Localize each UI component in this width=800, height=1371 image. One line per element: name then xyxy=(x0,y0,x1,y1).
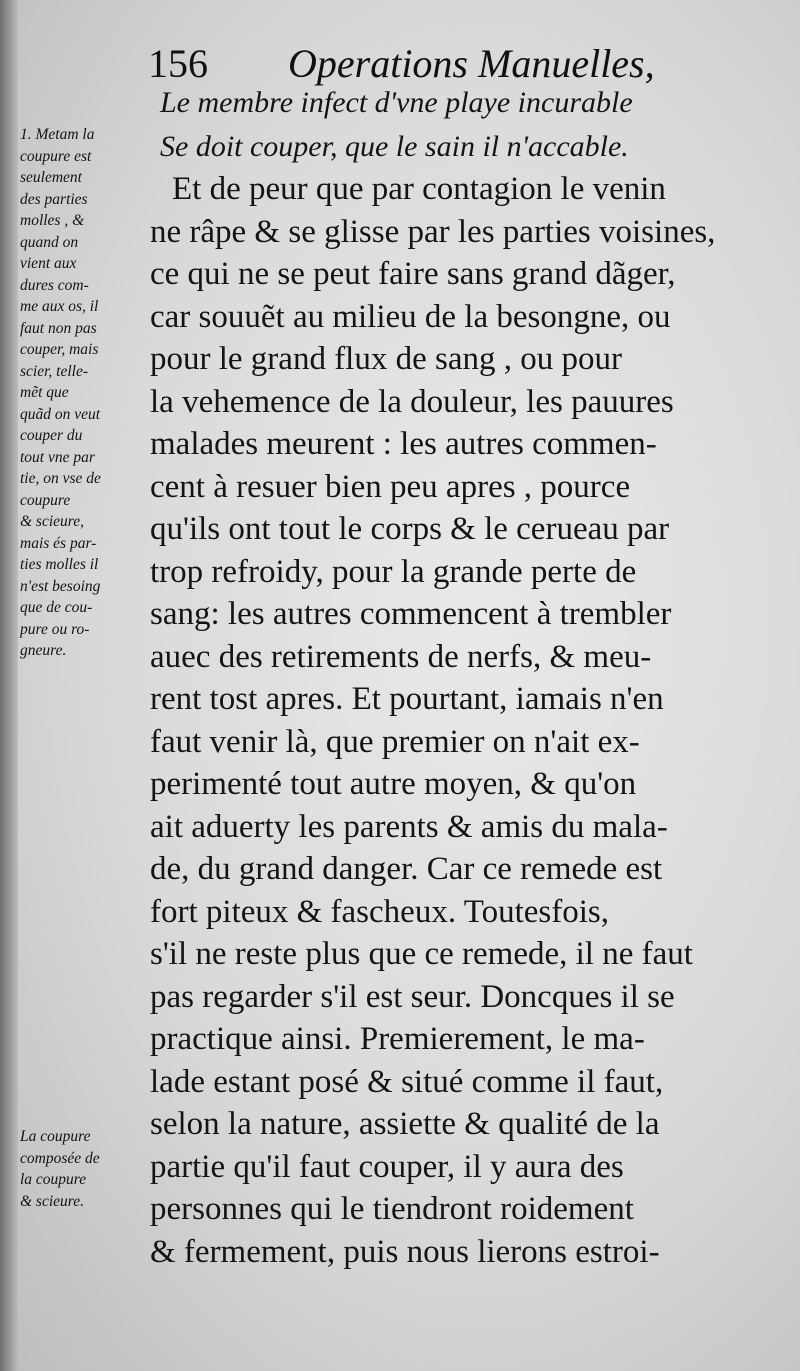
text-line: practique ainsi. Premierement, le ma- xyxy=(150,1021,645,1057)
margin-note xyxy=(20,124,160,662)
text-line: cent à resuer bien peu apres , pource xyxy=(150,468,631,505)
margin-note-line: tout vne par xyxy=(20,448,95,466)
margin-note-line: scier, telle- xyxy=(20,362,89,380)
margin-note-line: & scieure. xyxy=(20,1192,84,1210)
text-line: trop refroidy, pour la grande perte de xyxy=(150,553,637,590)
text-line: malades meurent : les autres commen- xyxy=(150,426,657,462)
text-line: ait aduerty les parents & amis du mala- xyxy=(150,808,668,845)
margin-note-line: La coupure xyxy=(20,1128,91,1145)
margin-note-line: que de cou- xyxy=(20,599,93,616)
text-line: qu'ils ont tout le corps & le cerueau par xyxy=(150,511,670,547)
page-header xyxy=(148,40,788,90)
margin-note-line: ties molles il xyxy=(20,556,99,573)
text-line: lade estant posé & situé comme il faut, xyxy=(150,1063,664,1100)
text-line: la vehemence de la douleur, les pauures xyxy=(150,383,674,420)
margin-note-line: couper du xyxy=(20,427,83,444)
text-line: ne râpe & se glisse par les parties voisines, xyxy=(150,213,716,250)
text-line: perimenté tout autre moyen, & qu'on xyxy=(150,766,637,802)
text-line: ce qui ne se peut faire sans grand dãger, xyxy=(150,256,676,292)
verse-line: Le membre infect d'vne playe incurable xyxy=(160,86,633,119)
margin-note-line: & scieure, xyxy=(20,513,84,530)
page-gutter xyxy=(0,0,18,1371)
margin-note-line: pure ou ro- xyxy=(20,620,90,638)
text-line: & fermement, puis nous lierons estroi- xyxy=(150,1233,660,1270)
margin-note-line: gneure. xyxy=(20,642,67,659)
margin-note-line: mẽt que xyxy=(20,384,69,401)
margin-note-line: vient aux xyxy=(20,255,77,272)
verse-line: Se doit couper, que le sain il n'accable. xyxy=(160,130,629,163)
text-line: selon la nature, assiette & qualité de la xyxy=(150,1106,660,1142)
margin-note-line: 1. Metam la xyxy=(20,126,95,143)
text-line: sang: les autres commencent à trembler xyxy=(150,596,672,632)
margin-note-line: faut non pas xyxy=(20,319,97,337)
margin-note-line: dures com- xyxy=(20,276,89,294)
margin-note-line: me aux os, il xyxy=(20,298,99,315)
text-line: s'il ne reste plus que ce remede, il ne faut xyxy=(150,936,693,972)
text-line: pas regarder s'il est seur. Doncques il se xyxy=(150,978,675,1015)
text-line: rent tost apres. Et pourtant, iamais n'en xyxy=(150,681,664,717)
text-line: pour le grand flux de sang , ou pour xyxy=(150,341,622,377)
text-line: de, du grand danger. Car ce remede est xyxy=(150,851,663,887)
margin-note-line: des parties xyxy=(20,190,88,208)
text-line: personnes qui le tiendront roidement xyxy=(150,1191,634,1227)
margin-note-line: mais és par- xyxy=(20,534,97,552)
text-line: Et de peur que par contagion le venin xyxy=(172,171,666,207)
margin-note-line: quand on xyxy=(20,233,79,251)
margin-note-line: composée de xyxy=(20,1149,100,1167)
margin-note-line: seulement xyxy=(20,169,82,186)
text-line: auec des retirements de nerfs, & meu- xyxy=(150,638,652,675)
margin-note-line: coupure xyxy=(20,491,71,509)
main-text xyxy=(150,168,770,1273)
text-line: partie qu'il faut couper, il y aura des xyxy=(150,1148,624,1185)
margin-note-line: quãd on veut xyxy=(20,405,101,423)
margin-note-line: molles , & xyxy=(20,212,85,229)
margin-note xyxy=(20,1126,160,1212)
margin-note-line: la coupure xyxy=(20,1171,87,1188)
margin-note-line: couper, mais xyxy=(20,341,99,358)
margin-note-line: n'est besoing xyxy=(20,577,101,595)
margin-note-line: tie, on vse de xyxy=(20,470,101,487)
running-title: Operations Manuelles, xyxy=(288,41,655,86)
margin-note-line: coupure est xyxy=(20,147,92,165)
page-number: 156 xyxy=(148,41,208,86)
text-line: faut venir là, que premier on n'ait ex- xyxy=(150,723,640,760)
text-line: fort piteux & fascheux. Toutesfois, xyxy=(150,893,609,930)
text-line: car souuẽt au milieu de la besongne, ou xyxy=(150,298,671,335)
